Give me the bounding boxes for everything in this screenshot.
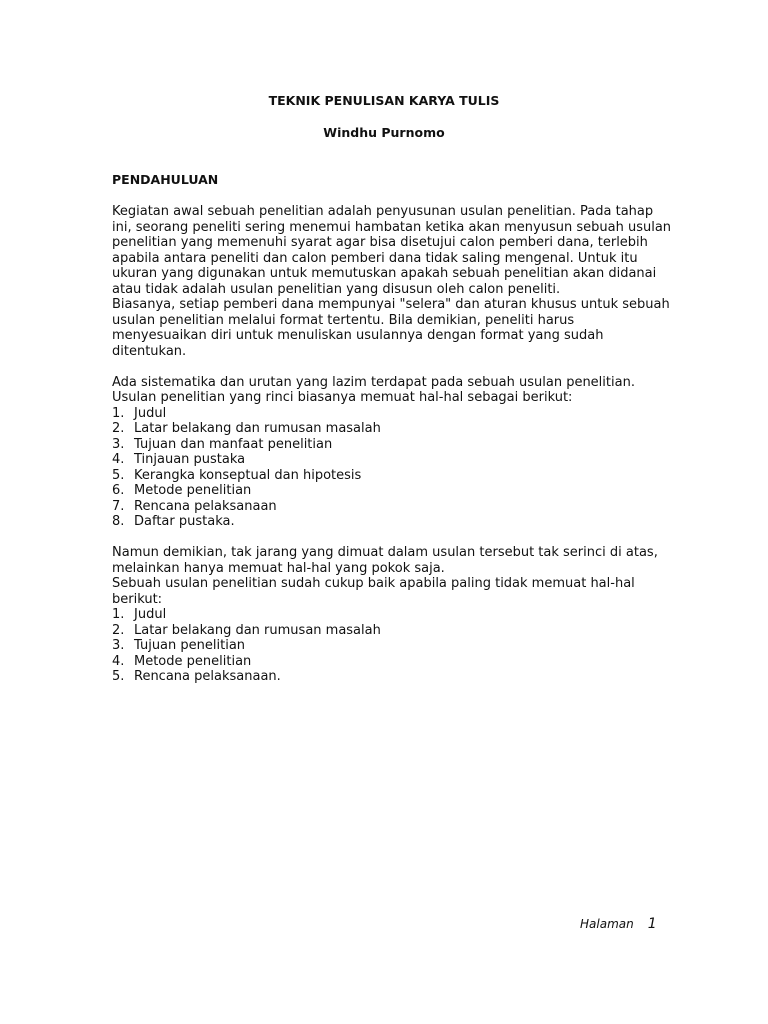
text-line: Ada sistematika dan urutan yang lazim terdapat pada sebuah usulan penelitian. — [112, 374, 635, 390]
text-line: apabila antara peneliti dan calon pemberi dana tidak saling mengenal. Untuk itu — [112, 250, 638, 266]
text-line: berikut: — [112, 591, 163, 607]
list-number: 5. — [112, 467, 125, 483]
paragraph-1 — [112, 204, 672, 359]
list-number: 8. — [112, 514, 125, 529]
list-text: Metode penelitian — [134, 653, 252, 669]
list-number: 1. — [112, 405, 125, 421]
list-number: 2. — [112, 622, 125, 638]
list-number: 6. — [112, 483, 125, 498]
minimum-contents-list — [112, 607, 657, 685]
text-line: menyesuaikan diri untuk menuliskan usulannya dengan format yang sudah — [112, 328, 604, 343]
list-item — [112, 514, 657, 530]
list-text: Latar belakang dan rumusan masalah — [134, 622, 381, 638]
text-line: ini, seorang peneliti sering menemui hambatan ketika akan menyusun sebuah usulan — [112, 219, 672, 235]
list-text: Rencana pelaksanaan. — [134, 669, 281, 684]
text-line: Namun demikian, tak jarang yang dimuat dalam usulan tersebut tak serinci di atas, — [112, 545, 658, 560]
paragraph-2 — [112, 375, 657, 406]
list-item — [112, 406, 657, 422]
text-line: usulan penelitian melalui format tertentu. Bila demikian, peneliti harus — [112, 312, 575, 328]
text-line: Kegiatan awal sebuah penelitian adalah penyusunan usulan penelitian. Pada tahap — [112, 204, 654, 219]
text-line: Usulan penelitian yang rinci biasanya memuat hal-hal sebagai berikut: — [112, 390, 573, 405]
list-text: Rencana pelaksanaan — [134, 498, 277, 514]
text-line: ukuran yang digunakan untuk memutuskan apakah sebuah penelitian akan didanai — [112, 266, 657, 281]
list-item — [112, 654, 657, 670]
list-text: Metode penelitian — [134, 483, 252, 498]
document-title: TEKNIK PENULISAN KARYA TULIS — [268, 93, 500, 108]
list-text: Tujuan dan manfaat penelitian — [134, 436, 333, 452]
list-item — [112, 437, 657, 453]
paragraph-gap — [112, 359, 657, 375]
document-body — [112, 204, 672, 685]
list-text: Judul — [134, 607, 167, 622]
list-item — [112, 638, 657, 654]
list-text: Tujuan penelitian — [134, 638, 246, 653]
list-number: 4. — [112, 452, 125, 467]
list-number: 1. — [112, 607, 125, 622]
text-line: melainkan hanya memuat hal-hal yang pokok saja. — [112, 560, 445, 576]
document-author: Windhu Purnomo — [323, 125, 445, 140]
text-line: atau tidak adalah usulan penelitian yang disusun oleh calon peneliti. — [112, 281, 561, 297]
list-number: 3. — [112, 638, 125, 653]
list-item — [112, 623, 657, 639]
list-number: 3. — [112, 436, 125, 452]
list-text: Judul — [134, 405, 167, 421]
list-text: Tinjauan pustaka — [134, 452, 246, 467]
text-line: Biasanya, setiap pemberi dana mempunyai "selera" dan aturan khusus untuk sebuah — [112, 297, 670, 312]
list-text: Daftar pustaka. — [134, 514, 235, 529]
list-item — [112, 483, 657, 499]
paragraph-gap — [112, 530, 657, 546]
list-text: Latar belakang dan rumusan masalah — [134, 421, 381, 436]
list-item — [112, 468, 657, 484]
list-item — [112, 669, 657, 685]
list-number: 4. — [112, 653, 125, 669]
page-footer — [580, 916, 657, 932]
section-heading: PENDAHULUAN — [112, 172, 219, 187]
text-line: ditentukan. — [112, 343, 187, 359]
list-number: 2. — [112, 421, 125, 436]
list-item — [112, 421, 657, 437]
text-line: Sebuah usulan penelitian sudah cukup baik apabila paling tidak memuat hal-hal — [112, 576, 635, 591]
proposal-contents-list — [112, 406, 657, 530]
list-item — [112, 499, 657, 515]
page-label: Halaman — [580, 917, 634, 931]
text-line: penelitian yang memenuhi syarat agar bisa disetujui calon pemberi dana, terlebih — [112, 235, 648, 250]
page-number: 1 — [647, 916, 657, 932]
list-text: Kerangka konseptual dan hipotesis — [134, 467, 362, 483]
list-item — [112, 607, 657, 623]
paragraph-3 — [112, 545, 657, 607]
list-item — [112, 452, 657, 468]
list-number: 5. — [112, 669, 125, 684]
list-number: 7. — [112, 498, 125, 514]
